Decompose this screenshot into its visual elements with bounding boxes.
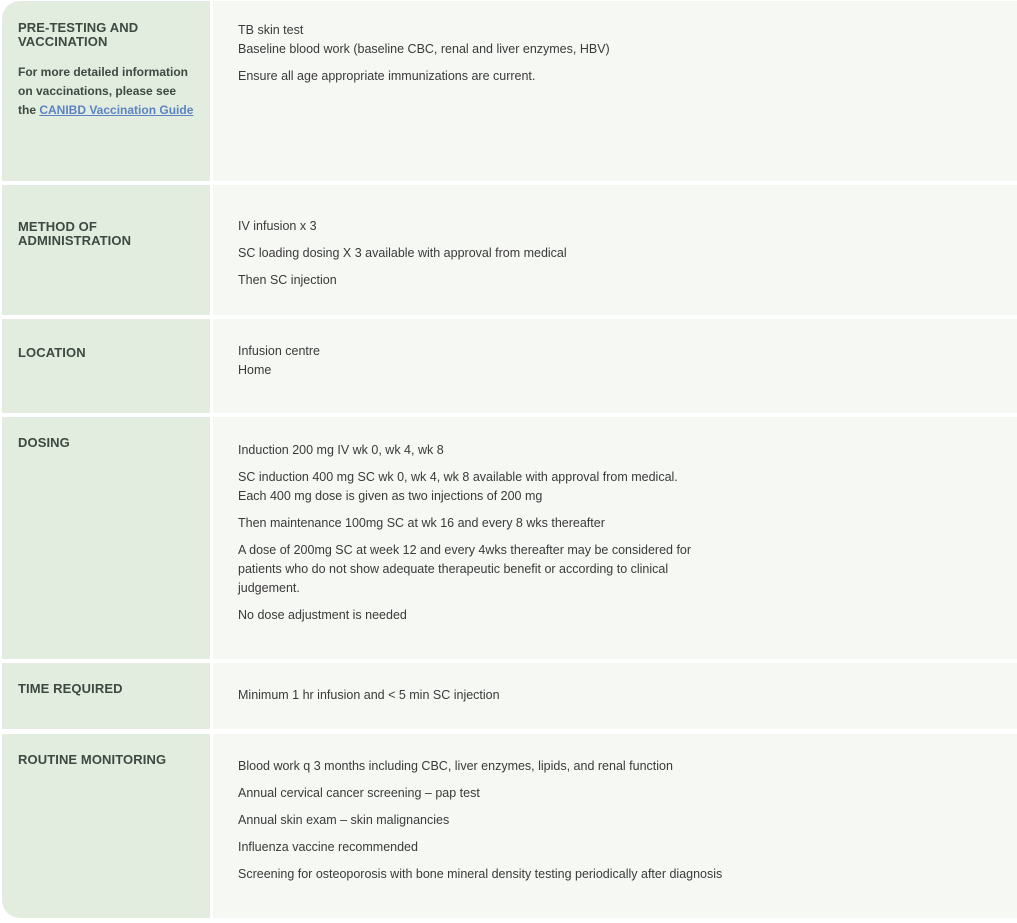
content-line: SC loading dosing X 3 available with approval from medical xyxy=(238,246,567,260)
content-line: Blood work q 3 months including CBC, liver enzymes, lipids, and renal function xyxy=(238,759,673,773)
content-line: A dose of 200mg SC at week 12 and every 4wks thereafter may be considered for xyxy=(238,543,692,557)
content-line: Infusion centre xyxy=(238,344,320,358)
content-cell xyxy=(213,185,1017,315)
label-cell xyxy=(2,1,210,181)
content-line: Baseline blood work (baseline CBC, renal and liver enzymes, HBV) xyxy=(238,42,610,56)
content-line: patients who do not show adequate therapeutic benefit or according to clinical xyxy=(238,562,669,576)
content-line: Screening for osteoporosis with bone mineral density testing periodically after diagnosis xyxy=(238,867,723,881)
content-line: Annual cervical cancer screening – pap test xyxy=(238,786,480,800)
row-label: METHOD OF ADMINISTRATION xyxy=(18,219,132,248)
content-line: Induction 200 mg IV wk 0, wk 4, wk 8 xyxy=(238,443,444,457)
row-label: TIME REQUIRED xyxy=(18,681,123,696)
content-cell xyxy=(213,319,1017,413)
content-line: Influenza vaccine recommended xyxy=(238,840,418,854)
content-line: Minimum 1 hr infusion and < 5 min SC injection xyxy=(238,688,500,702)
row-method-of-administration xyxy=(0,185,1017,315)
label-cell xyxy=(2,663,210,729)
row-label: ROUTINE MONITORING xyxy=(18,752,167,767)
row-label: DOSING xyxy=(18,435,70,450)
content-cell xyxy=(213,417,1017,659)
content-line: Ensure all age appropriate immunizations are current. xyxy=(238,69,536,83)
label-cell xyxy=(2,417,210,659)
content-line: IV infusion x 3 xyxy=(238,219,317,233)
content-line: judgement. xyxy=(238,581,300,595)
vaccination-note xyxy=(18,63,194,120)
row-label: PRE-TESTING AND VACCINATION xyxy=(18,20,139,49)
content-line: Then maintenance 100mg SC at wk 16 and every 8 wks thereafter xyxy=(238,516,605,530)
row-routine-monitoring xyxy=(0,734,1017,918)
vaccination-note-text: For more detailed information on vaccinations, please see the xyxy=(18,65,189,117)
label-cell xyxy=(2,734,210,918)
content-cell xyxy=(213,734,1017,918)
row-pre-testing xyxy=(0,1,1017,181)
label-cell xyxy=(2,319,210,413)
label-cell xyxy=(2,185,210,315)
content-line: TB skin test xyxy=(238,23,304,37)
content-line: Then SC injection xyxy=(238,273,337,287)
row-location xyxy=(0,319,1017,413)
canibd-vaccination-guide-link[interactable]: CANIBD Vaccination Guide xyxy=(39,103,194,117)
content-cell xyxy=(213,1,1017,181)
paragraph xyxy=(238,21,992,59)
content-line: SC induction 400 mg SC wk 0, wk 4, wk 8 available with approval from medical. xyxy=(238,470,678,484)
content-line: Each 400 mg dose is given as two injections of 200 mg xyxy=(238,489,543,503)
row-label: LOCATION xyxy=(18,345,86,360)
content-cell xyxy=(213,663,1017,729)
content-line: No dose adjustment is needed xyxy=(238,608,407,622)
row-dosing xyxy=(0,417,1017,659)
content-line: Annual skin exam – skin malignancies xyxy=(238,813,450,827)
content-line: Home xyxy=(238,363,272,377)
row-time-required xyxy=(0,663,1017,729)
